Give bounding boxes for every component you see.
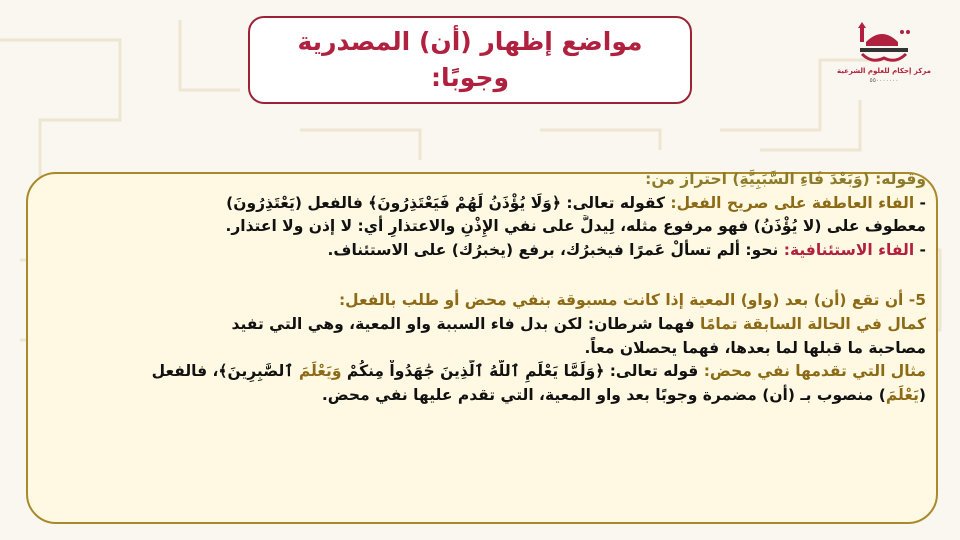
paragraph-8-text: قوله تعالى: ﴿وَلَمَّا يَعْلَمِ ٱللَّهُ ٱلَّذِينَ جَٰهَدُواْ مِنكُمْ	[341, 362, 704, 381]
paragraph-5	[46, 289, 926, 313]
term-istinafiya: الفاء الاستئنافية:	[783, 240, 915, 259]
logo-subtitle: مركز إحكام للعلوم الشرعية	[837, 67, 931, 75]
paragraph-9	[46, 384, 926, 408]
dash: -	[914, 240, 926, 259]
paragraph-5-text: 5- أن تقع (أن) بعد (واو) المعية إذا كانت مسبوقة بنفي محض أو طلب بالفعل:	[338, 291, 926, 310]
paragraph-1	[46, 168, 926, 192]
paragraph-8-end: ٱلصَّٰبِرِينَ﴾، فالفعل	[151, 362, 299, 381]
term-mithal: مثال التي تقدمها نفي محض:	[703, 362, 926, 381]
spacer	[46, 262, 926, 289]
page-title-line-2: وجوبًا:	[431, 63, 510, 92]
paragraph-4	[46, 239, 926, 263]
dash: -	[914, 193, 926, 212]
paragraph-7-text: مصاحبة ما قبلها لما بعدها، فهما يحصلان معاً.	[584, 338, 926, 357]
term-atifa: الفاء العاطفة على صريح الفعل:	[670, 193, 915, 212]
paragraph-4-text: نحو: ألم تسألْ عَمرًا فيخبرُك، برفع (يخبرُك) على الاستئناف.	[327, 240, 784, 259]
paragraph-2	[46, 192, 926, 216]
paragraph-9-text: ) منصوب بـ (أن) مضمرة وجوبًا بعد واو المعية، التي تقدم عليها نفي محض.	[321, 385, 886, 404]
paragraph-7	[46, 337, 926, 361]
paragraph-3-text: معطوف على (لا يُؤْذَنُ) فهو مرفوع مثله، لِيدلَّ على نفي الإِذْنِ والاعتذارِ أي: لا إذن ولا اعتذار.	[225, 217, 926, 236]
quote-highlight: وَيَعْلَمَ	[298, 362, 342, 381]
page-title-line-1: مواضع إظهار (أن) المصدرية	[297, 27, 643, 56]
logo	[837, 22, 931, 96]
paren-open: (	[918, 385, 926, 404]
paragraph-1-text: وقوله: (وَبَعْدَ فَاءِ السَّبَبِيَّةِ) احتراز من:	[645, 170, 926, 188]
title-box	[248, 16, 692, 104]
mosque-logo-icon	[852, 22, 916, 66]
term-kamal: كمال في الحالة السابقة تمامًا	[700, 314, 926, 333]
paragraph-6	[46, 313, 926, 337]
paragraph-2-text: كقوله تعالى: ﴿وَلَا يُؤْذَنُ لَهُمْ فَيَعْتَذِرُونَ﴾ فالفعل (يَعْتَذِرُونَ)	[226, 193, 671, 212]
paragraph-3	[46, 215, 926, 239]
logo-phone: ٥٥٠٠٠٠٠٠٠	[869, 77, 899, 84]
content-text	[46, 168, 926, 407]
paragraph-6-text: فهما شرطان: لكن بدل فاء السببة واو المعية، وهي التي تفيد	[231, 314, 701, 333]
paragraph-8	[46, 360, 926, 384]
term-yalama: يَعْلَمَ	[885, 385, 919, 404]
